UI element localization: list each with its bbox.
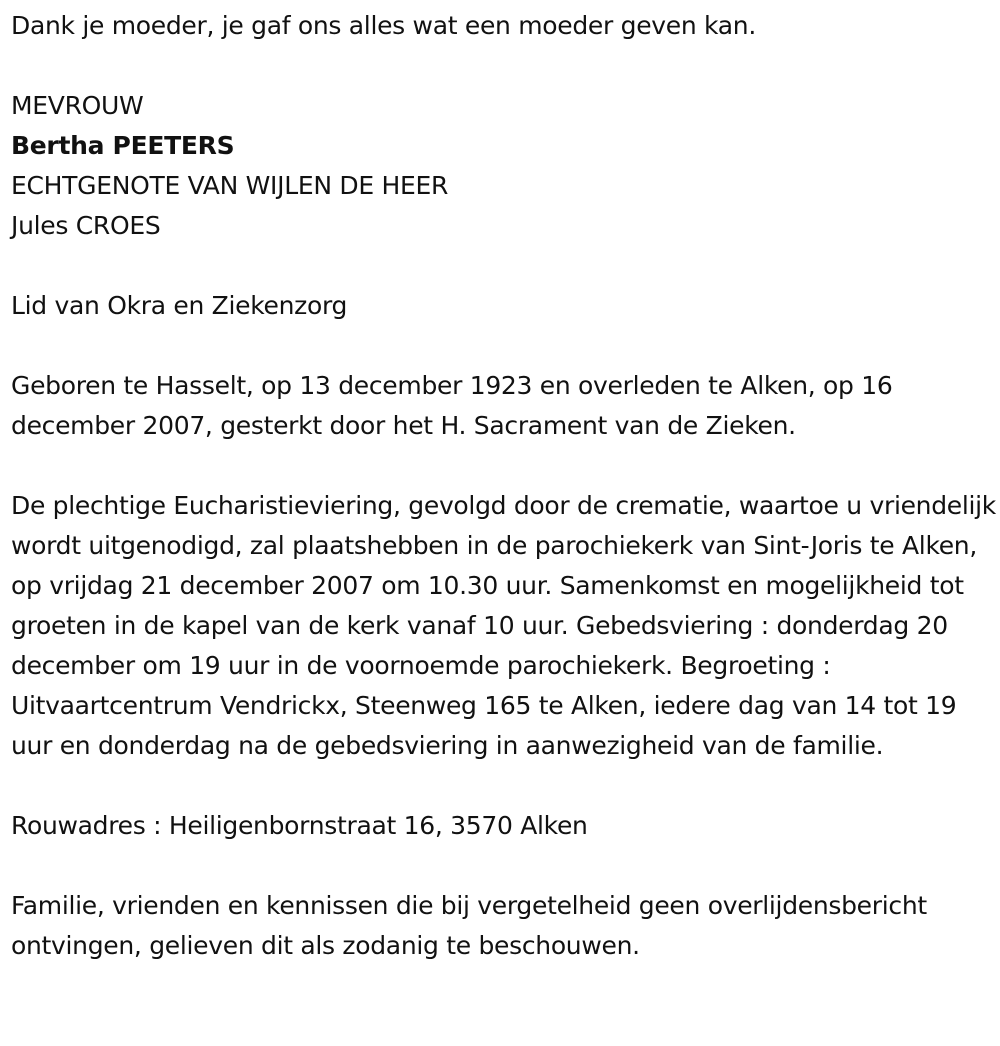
spacer (11, 846, 996, 886)
membership-line: Lid van Okra en Ziekenzorg (11, 291, 348, 320)
mourning-address: Rouwadres : Heiligenbornstraat 16, 3570 Alken (11, 811, 588, 840)
opening-line: Dank je moeder, je gaf ons alles wat een moeder geven kan. (11, 11, 756, 40)
spouse-relation: ECHTGENOTE VAN WIJLEN DE HEER (11, 171, 449, 200)
spacer (11, 326, 996, 366)
spacer (11, 446, 996, 486)
obituary-notice (11, 6, 996, 966)
honorific-title: MEVROUW (11, 91, 144, 120)
ceremony-paragraph: De plechtige Eucharistieviering, gevolgd door de crematie, waartoe u vriendelijk wordt uitgenodigd, zal plaatshebben in de parochiekerk van Sint-Joris te Alken, op vrijdag 21 december 2007 om 10.30 uur. Samenkomst en mogelijkheid tot groeten in de kapel van de kerk vanaf 10 uur. Gebedsviering : donderdag 20 december om 19 uur in de voornoemde parochiekerk. Begroeting : Uitvaartcentrum Vendrickx, Steenweg 165 te Alken, iedere dag van 14 tot 19 uur en donderdag na de gebedsviering in aanwezigheid van de familie. (11, 491, 996, 760)
closing-paragraph: Familie, vrienden en kennissen die bij vergetelheid geen overlijdensbericht ontvingen, gelieven dit als zodanig te beschouwen. (11, 891, 927, 960)
deceased-name: Bertha PEETERS (11, 131, 235, 160)
birth-death-paragraph: Geboren te Hasselt, op 13 december 1923 en overleden te Alken, op 16 december 2007, gesterkt door het H. Sacrament van de Zieken. (11, 371, 893, 440)
spouse-name: Jules CROES (11, 211, 161, 240)
spacer (11, 46, 996, 86)
spacer (11, 246, 996, 286)
spacer (11, 766, 996, 806)
